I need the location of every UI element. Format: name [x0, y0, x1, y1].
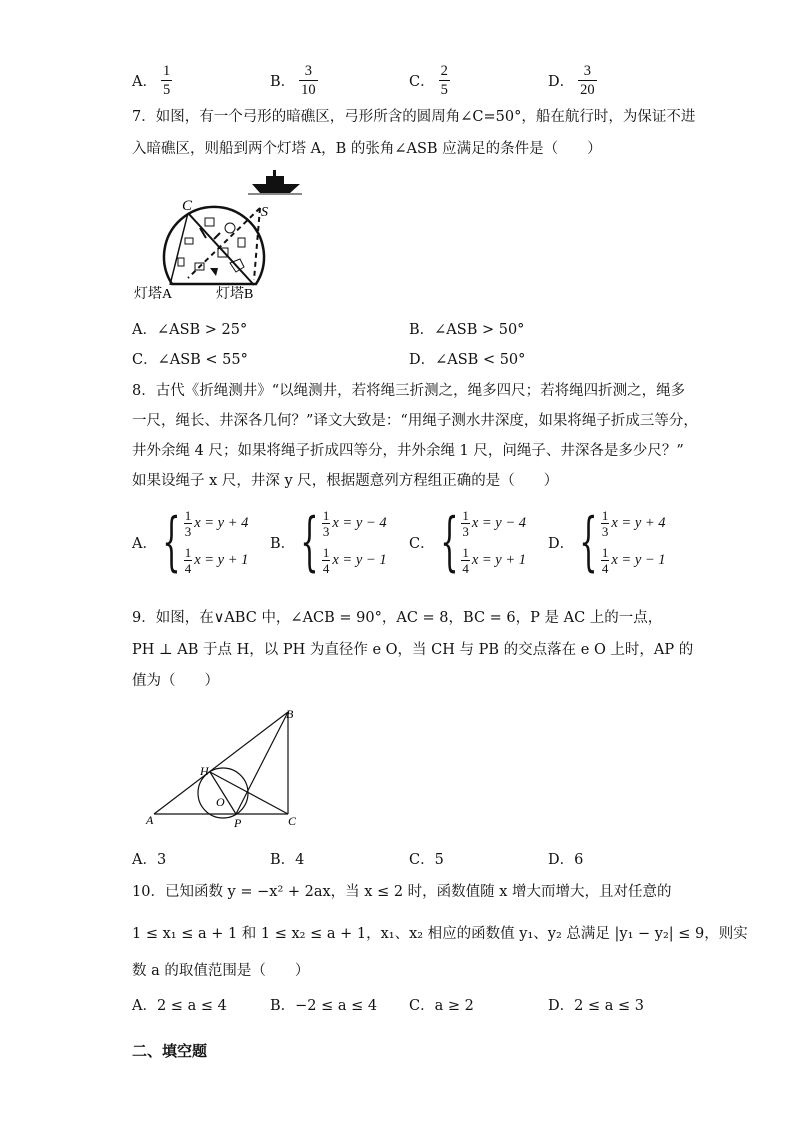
q9-line-2: PH ⊥ AB 于点 H，以 PH 为直径作 e O，当 CH 与 PB 的交点落在 e O 上时，AP 的 — [132, 642, 694, 658]
segment-pb — [236, 712, 288, 814]
dash-line-sa — [188, 208, 260, 278]
label-o: O — [216, 795, 225, 809]
q8-option-c: C． { 1 3 x = y − 4 1 4 x = y + 1 — [409, 505, 527, 579]
q10-line-3: 数 a 的取值范围是（ ） — [132, 963, 310, 979]
q10-option-b: B．−2 ≤ a ≤ 4 — [270, 998, 378, 1014]
q6-option-a-fraction: $\frac{1}{5}$ — [162, 63, 171, 98]
q6-option-b-fraction: $\frac{3}{10}$ — [301, 63, 316, 98]
q7-line-2: 入暗礁区，则船到两个灯塔 A，B 的张角∠ASB 应满足的条件是（ ） — [132, 141, 602, 157]
q7-line-1: 7．如图，有一个弓形的暗礁区，弓形所含的圆周角∠C=50°，船在航行时，为保证不进 — [132, 109, 696, 125]
q9-figure — [140, 705, 310, 830]
q6-option-b: B． $\frac{3}{10}$ — [270, 63, 316, 98]
q7-option-c: C．∠ASB < 55° — [132, 352, 248, 368]
label-c: C — [182, 198, 193, 214]
label-h: H — [200, 764, 209, 778]
q10-line-1: 10．已知函数 y = −x² + 2ax，当 x ≤ 2 时，函数值随 x 增大而增大，且对任意的 — [132, 884, 672, 900]
reef-segment — [164, 207, 264, 285]
q8-line-4: 如果设绳子 x 尺，井深 y 尺，根据题意列方程组正确的是（ ） — [132, 473, 559, 489]
q6-option-d-fraction: $\frac{3}{20}$ — [580, 63, 595, 98]
q9-option-a: A．3 — [132, 852, 167, 868]
section-heading-fill-in: 二、填空题 — [132, 1042, 208, 1060]
q6-option-a: A． $\frac{1}{5}$ — [132, 63, 171, 98]
q6-option-d: D． $\frac{3}{20}$ — [548, 63, 595, 98]
label-a: A — [146, 813, 154, 827]
q8-option-a: A． { 1 3 x = y + 4 1 4 x = y + 1 — [132, 505, 249, 579]
q10-option-d: D．2 ≤ a ≤ 3 — [548, 998, 644, 1014]
label-lighthouse-a: 灯塔A — [134, 287, 173, 302]
q8-line-3: 井外余绳 4 尺；如果将绳子折成四等分，井外余绳 1 尺，问绳子、井深各是多少尺？” — [132, 443, 684, 459]
q10-option-a: A．2 ≤ a ≤ 4 — [132, 998, 227, 1014]
q6-option-c: C． $\frac{2}{5}$ — [409, 63, 448, 98]
q7-figure — [130, 168, 310, 303]
q10-option-c: C．a ≥ 2 — [409, 998, 474, 1014]
q8-option-d: D． { 1 3 x = y + 4 1 4 x = y − 1 — [548, 505, 666, 579]
q7-option-b: B．∠ASB > 50° — [409, 322, 525, 338]
label-lighthouse-b: 灯塔B — [216, 287, 254, 302]
q9-line-1: 9．如图，在∨ABC 中，∠ACB = 90°，AC = 8，BC = 6，P 是 AC 上的一点， — [132, 610, 663, 626]
ship-icon — [248, 170, 302, 194]
q9-option-d: D．6 — [548, 852, 584, 868]
q8-line-2: 一尺，绳长、井深各几何？”译文大致是：“用绳子测水井深度，如果将绳子折成三等分， — [132, 413, 698, 429]
q9-line-3: 值为（ ） — [132, 673, 219, 689]
label-p: P — [234, 816, 242, 830]
dash-line-sb — [254, 208, 260, 280]
q6-option-c-fraction: $\frac{2}{5}$ — [440, 63, 448, 98]
label-s: S — [261, 205, 268, 220]
label-c: C — [288, 814, 297, 828]
q9-option-c: C．5 — [409, 852, 444, 868]
q7-option-a: A．∠ASB > 25° — [132, 322, 248, 338]
q8-option-b: B． { 1 3 x = y − 4 1 4 x = y − 1 — [270, 505, 387, 579]
q7-option-d: D．∠ASB < 50° — [409, 352, 526, 368]
q10-line-2: 1 ≤ x₁ ≤ a + 1 和 1 ≤ x₂ ≤ a + 1，x₁、x₂ 相应的函数值 y₁、y₂ 总满足 |y₁ − y₂| ≤ 9，则实 — [132, 926, 748, 942]
label-b: B — [286, 707, 294, 721]
q8-line-1: 8．古代《折绳测井》“以绳测井，若将绳三折测之，绳多四尺；若将绳四折测之，绳多 — [132, 383, 686, 399]
q9-option-b: B．4 — [270, 852, 305, 868]
